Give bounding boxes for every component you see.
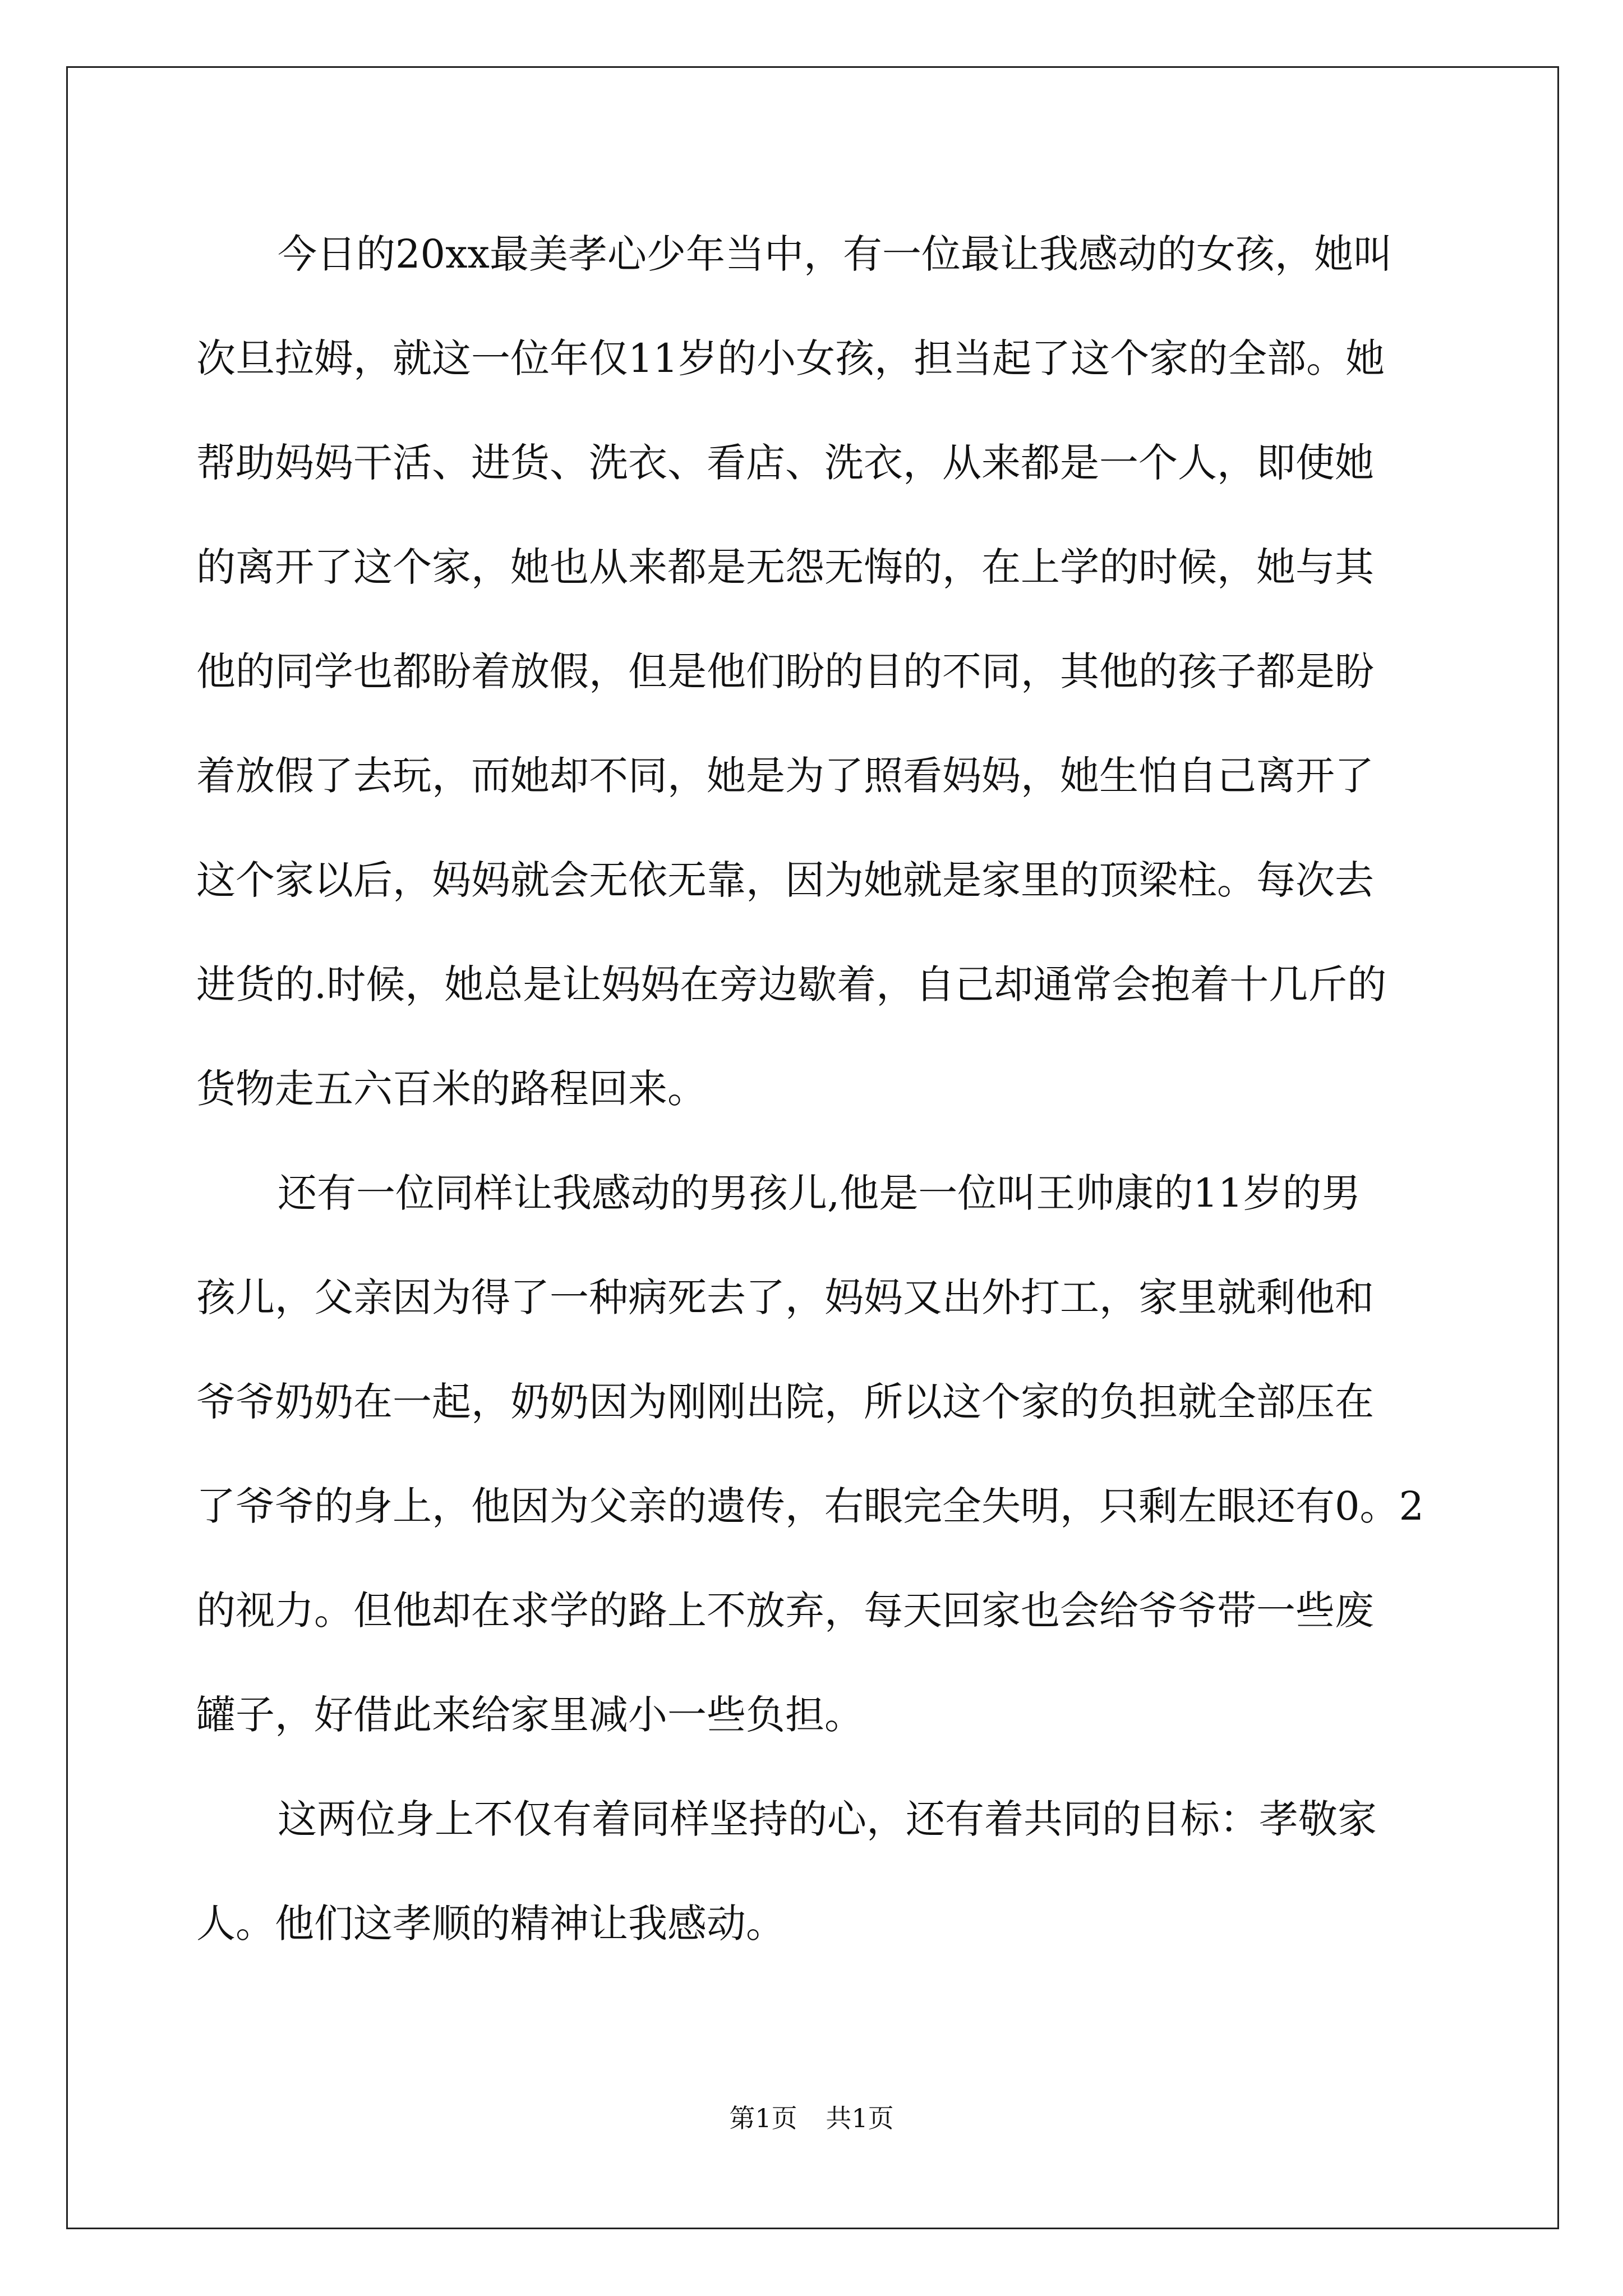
paragraph-line: 的离开了这个家，她也从来都是无怨无悔的，在上学的时候，她与其 <box>196 544 1374 590</box>
paragraph-line: 帮助妈妈干活、进货、洗衣、看店、洗衣，从来都是一个人，即使她 <box>196 440 1374 486</box>
paragraph-line: 孩儿，父亲因为得了一种病死去了，妈妈又出外打工，家里就剩他和 <box>196 1274 1374 1320</box>
document-body <box>196 202 1430 1976</box>
paragraph-line: 人。他们这孝顺的精神让我感动。 <box>196 1901 785 1947</box>
paragraph-line: 的视力。但他却在求学的路上不放弃，每天回家也会给爷爷带一些废 <box>196 1588 1374 1634</box>
paragraph-line: 次旦拉姆，就这一位年仅11岁的小女孩，担当起了这个家的全部。她 <box>196 335 1385 381</box>
paragraph-line: 还有一位同样让我感动的男孩儿,他是一位叫王帅康的11岁的男 <box>278 1170 1361 1216</box>
paragraph-line: 进货的.时候，她总是让妈妈在旁边歇着，自己却通常会抱着十几斤的 <box>196 961 1387 1007</box>
paragraph-2 <box>196 1141 1430 1767</box>
paragraph-line: 今日的20xx最美孝心少年当中，有一位最让我感动的女孩，她叫 <box>278 231 1393 277</box>
paragraph-line: 他的同学也都盼着放假，但是他们盼的目的不同，其他的孩子都是盼 <box>196 648 1374 694</box>
paragraph-line: 罐子，好借此来给家里减小一些负担。 <box>196 1692 864 1738</box>
page-number: 第1页 <box>729 2103 797 2133</box>
paragraph-line: 货物走五六百米的路程回来。 <box>196 1066 707 1112</box>
paragraph-1 <box>196 202 1430 1141</box>
paragraph-line: 了爷爷的身上，他因为父亲的遗传，右眼完全失明，只剩左眼还有0。2 <box>196 1483 1424 1529</box>
page-footer <box>0 2098 1623 2135</box>
paragraph-3 <box>196 1767 1430 1976</box>
paragraph-line: 着放假了去玩，而她却不同，她是为了照看妈妈，她生怕自己离开了 <box>196 753 1374 799</box>
paragraph-line: 爷爷奶奶在一起，奶奶因为刚刚出院，所以这个家的负担就全部压在 <box>196 1379 1374 1425</box>
paragraph-line: 这两位身上不仅有着同样坚持的心，还有着共同的目标：孝敬家 <box>278 1796 1377 1842</box>
paragraph-line: 这个家以后，妈妈就会无依无靠，因为她就是家里的顶梁柱。每次去 <box>196 857 1374 903</box>
page-total: 共1页 <box>826 2103 894 2133</box>
